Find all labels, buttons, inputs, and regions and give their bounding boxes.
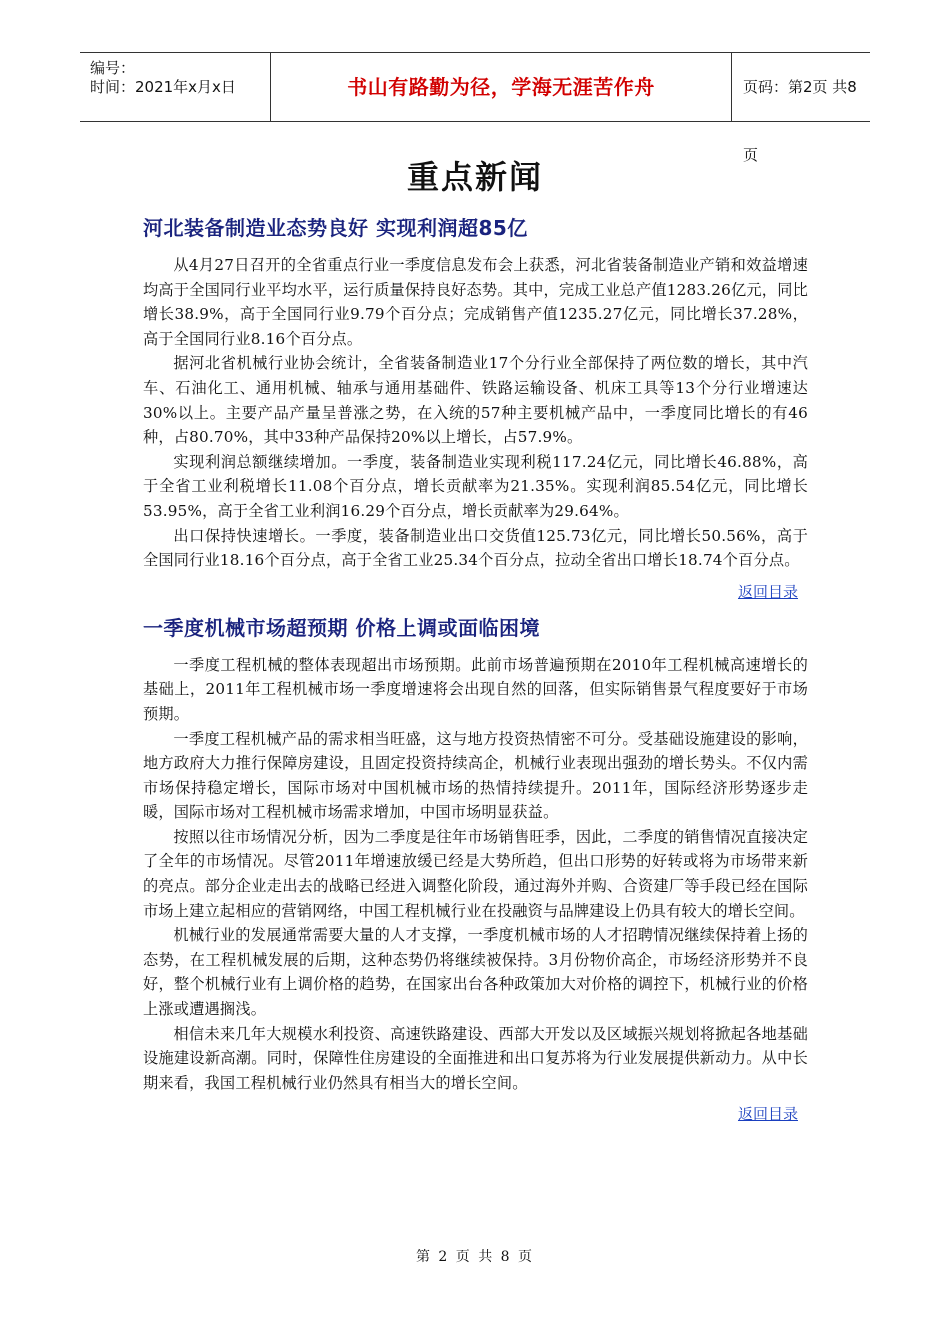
paragraph: 一季度工程机械产品的需求相当旺盛，这与地方投资热情密不可分。受基础设施建设的影响，地方政府大力推行保障房建设，且固定投资持续高企，机械行业表现出强劲的增长势头。不仅内需市场保持稳定增长，国际市场对中国机械市场的热情持续提升。2011年，国际经济形势逐步走暖，国际市场对工程机械市场需求增加，中国市场明显获益。 [143,729,808,822]
page-title: 重点新闻 [406,158,543,196]
paragraph: 据河北省机械行业协会统计，全省装备制造业17个分行业全部保持了两位数的增长，其中汽车、石油化工、通用机械、轴承与通用基础件、铁路运输设备、机床工具等13个分行业增速达30%以上。主要产品产量呈普涨之势，在入统的57种主要机械产品中，一季度同比增长的有46种，占80.70%，其中33种产品保持20%以上增长，占57.9%。 [143,354,808,447]
header-meta-cell [80,53,270,121]
document-time: 时间：2021年x月x日 [90,78,236,96]
section-heading: 河北装备制造业态势良好 实现利润超85亿 [143,216,528,240]
back-to-toc [143,581,798,602]
back-to-toc-link[interactable]: 返回目录 [737,582,798,601]
paragraph: 实现利润总额继续增加。一季度，装备制造业实现利税117.24亿元，同比增长46.88%，高于全省工业利税增长11.08个百分点，增长贡献率为21.35%。实现利润85.54亿元，同比增长53.95%，高于全省工业利润16.29个百分点，增长贡献率为29.64%。 [143,452,808,520]
header-page-cell [731,53,870,164]
paragraph: 从4月27日召开的全省重点行业一季度信息发布会上获悉，河北省装备制造业产销和效益增速均高于全国同行业平均水平，运行质量保持良好态势。其中，完成工业总产值1283.26亿元，同比增长38.9%，高于全国同行业9.79个百分点；完成销售产值1235.27亿元，同比增长37.28%，高于全国同行业8.16个百分点。 [143,256,808,348]
document-header [80,52,870,164]
paragraph: 一季度工程机械的整体表现超出市场预期。此前市场普遍预期在2010年工程机械高速增长的基础上，2011年工程机械市场一季度增速将会出现自然的回落，但实际销售景气程度要好于市场预期。 [143,655,808,723]
section-heading: 一季度机械市场超预期 价格上调或面临困境 [143,615,540,640]
page-footer: 第 2 页 共 8 页 [415,1249,535,1265]
news-section [143,212,808,602]
header-motto-cell [270,53,732,121]
article-content [143,208,808,1134]
header-page-number: 页码：第2页 共8页 [743,78,857,164]
motto-text: 书山有路勤为径，学海无涯苦作舟 [347,75,655,99]
document-number: 编号： [90,59,136,77]
paragraph: 出口保持快速增长。一季度，装备制造业出口交货值125.73亿元，同比增长50.56%，高于全国同行业18.16个百分点，高于全省工业25.34个百分点，拉动全省出口增长18.74个百分点。 [143,526,808,570]
paragraph: 机械行业的发展通常需要大量的人才支撑，一季度机械市场的人才招聘情况继续保持着上扬的态势，在工程机械发展的后期，这种态势仍将继续被保持。3月份物价高企，市场经济形势并不良好，整个机械行业有上调价格的趋势，在国家出台各种政策加大对价格的调控下，机械行业的价格上涨或遭遇搁浅。 [143,926,808,1019]
paragraph: 按照以往市场情况分析，因为二季度是往年市场销售旺季，因此，二季度的销售情况直接决定了全年的市场情况。尽管2011年增速放缓已经是大势所趋，但出口形势的好转或将为市场带来新的亮点。部分企业走出去的战略已经进入调整化阶段，通过海外并购、合资建厂等手段已经在国际市场上建立起相应的营销网络，中国工程机械行业在投融资与品牌建设上仍具有较大的增长空间。 [143,827,808,920]
back-to-toc [143,1103,798,1124]
news-section [143,612,808,1125]
back-to-toc-link[interactable]: 返回目录 [737,1105,798,1124]
paragraph: 相信未来几年大规模水利投资、高速铁路建设、西部大开发以及区域振兴规划将掀起各地基础设施建设新高潮。同时，保障性住房建设的全面推进和出口复苏将为行业发展提供新动力。从中长期来看，我国工程机械行业仍然具有相当大的增长空间。 [143,1024,808,1092]
